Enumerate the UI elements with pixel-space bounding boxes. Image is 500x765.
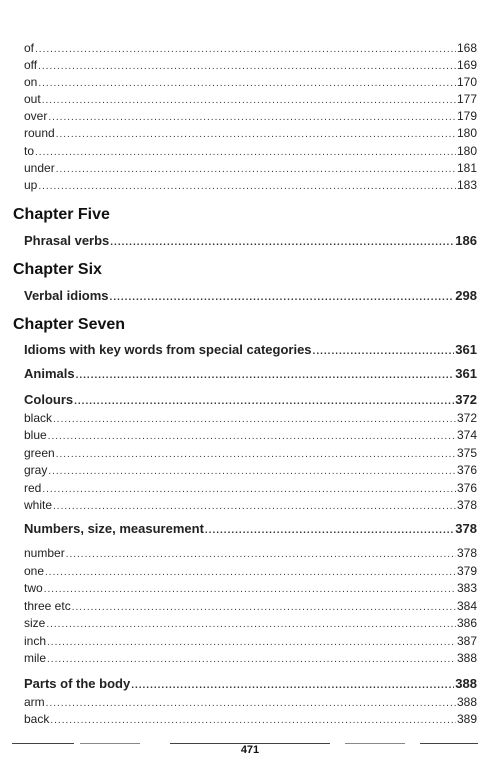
toc-entry-page: 186 — [455, 233, 477, 248]
toc-entry-label: mile — [24, 651, 47, 665]
toc-entry-page: 386 — [456, 616, 477, 630]
toc-entry-label: blue — [24, 428, 47, 442]
dot-leader — [45, 566, 456, 580]
toc-entry-page: 378 — [456, 498, 477, 512]
toc-entry-black — [24, 411, 477, 427]
toc-entry-label: Phrasal verbs — [24, 233, 110, 248]
dot-leader — [53, 500, 456, 514]
dot-leader — [38, 77, 456, 91]
toc-entry-label: of — [24, 41, 35, 55]
page-number: 471 — [240, 744, 260, 756]
toc-entry-label: Animals — [24, 366, 75, 381]
toc-entry-page: 169 — [456, 58, 477, 72]
toc-entry-label: over — [24, 109, 48, 123]
chapter-six-heading: Chapter Six — [13, 261, 102, 278]
toc-entry-out — [24, 92, 477, 108]
toc-entry-on — [24, 75, 477, 91]
toc-entry-page: 378 — [455, 521, 477, 536]
toc-entry-page: 183 — [456, 178, 477, 192]
toc-entry-label: red — [24, 481, 42, 495]
toc-entry-label: size — [24, 616, 46, 630]
toc-entry-three-etc — [24, 599, 477, 615]
dot-leader — [56, 128, 456, 142]
toc-entry-size — [24, 616, 477, 632]
dot-leader — [53, 413, 456, 427]
dot-leader — [74, 395, 454, 409]
toc-entry-page: 384 — [456, 599, 477, 613]
dot-leader — [47, 653, 456, 667]
toc-entry-back — [24, 712, 477, 728]
toc-entry-page: 372 — [456, 411, 477, 425]
toc-entry-page: 388 — [456, 695, 477, 709]
dot-leader — [313, 345, 455, 359]
dot-leader — [35, 146, 456, 160]
dot-leader — [46, 618, 456, 632]
toc-entry-round — [24, 126, 477, 142]
toc-entry-label: Idioms with key words from special categories — [24, 342, 312, 357]
toc-entry-page: 376 — [456, 463, 477, 477]
toc-entry-page: 179 — [456, 109, 477, 123]
dot-leader — [38, 60, 456, 74]
toc-entry-special-categories — [24, 343, 477, 359]
toc-entry-parts-of-the-body — [24, 677, 477, 693]
chapter-seven-heading: Chapter Seven — [13, 316, 126, 333]
toc-entry-label: arm — [24, 695, 45, 709]
toc-entry-label: Colours — [24, 392, 74, 407]
toc-entry-page: 383 — [456, 581, 477, 595]
toc-entry-label: Parts of the body — [24, 676, 131, 691]
toc-entry-page: 379 — [456, 564, 477, 578]
dot-leader — [47, 636, 456, 650]
toc-entry-page: 378 — [456, 546, 477, 560]
toc-entry-label: up — [24, 178, 38, 192]
dot-leader — [38, 180, 456, 194]
dot-leader — [56, 163, 456, 177]
toc-entry-page: 361 — [455, 366, 477, 381]
toc-entry-page: 388 — [455, 676, 477, 691]
toc-entry-page: 372 — [455, 392, 477, 407]
dot-leader — [66, 548, 456, 562]
dot-leader — [35, 43, 456, 57]
toc-entry-page: 181 — [456, 161, 477, 175]
dot-leader — [48, 111, 456, 125]
toc-entry-numbers-size-measurement — [24, 522, 477, 538]
toc-entry-blue — [24, 428, 477, 444]
toc-entry-label: out — [24, 92, 41, 106]
dot-leader — [131, 679, 454, 693]
toc-entry-label: round — [24, 126, 55, 140]
dot-leader — [110, 236, 454, 250]
toc-entry-label: two — [24, 581, 43, 595]
toc-entry-off — [24, 58, 477, 74]
toc-entry-page: 180 — [456, 126, 477, 140]
toc-entry-page: 170 — [456, 75, 477, 89]
toc-entry-page: 177 — [456, 92, 477, 106]
toc-entry-animals — [24, 367, 477, 383]
toc-entry-one — [24, 564, 477, 580]
toc-entry-white — [24, 498, 477, 514]
toc-entry-gray — [24, 463, 477, 479]
toc-entry-page: 298 — [455, 288, 477, 303]
dot-leader — [48, 465, 456, 479]
toc-entry-label: number — [24, 546, 65, 560]
toc-entry-label: black — [24, 411, 53, 425]
toc-entry-label: Verbal idioms — [24, 288, 109, 303]
toc-entry-page: 374 — [456, 428, 477, 442]
toc-entry-colours — [24, 393, 477, 409]
toc-entry-inch — [24, 634, 477, 650]
toc-entry-page: 375 — [456, 446, 477, 460]
toc-entry-page: 361 — [455, 342, 477, 357]
dot-leader — [110, 291, 455, 305]
toc-entry-arm — [24, 695, 477, 711]
dot-leader — [56, 448, 456, 462]
dot-leader — [50, 714, 456, 728]
toc-entry-page: 387 — [456, 634, 477, 648]
dot-leader — [72, 601, 456, 615]
toc-entry-page: 168 — [456, 41, 477, 55]
toc-entry-page: 376 — [456, 481, 477, 495]
toc-entry-verbal-idioms — [24, 289, 477, 305]
toc-entry-page: 388 — [456, 651, 477, 665]
dot-leader — [48, 430, 456, 444]
toc-entry-under — [24, 161, 477, 177]
dot-leader — [76, 369, 455, 383]
toc-entry-label: Numbers, size, measurement — [24, 521, 204, 536]
toc-entry-over — [24, 109, 477, 125]
toc-entry-up — [24, 178, 477, 194]
toc-entry-label: gray — [24, 463, 48, 477]
toc-entry-page: 389 — [456, 712, 477, 726]
toc-entry-label: inch — [24, 634, 47, 648]
toc-entry-red — [24, 481, 477, 497]
dot-leader — [42, 94, 456, 108]
toc-entry-label: three etc — [24, 599, 71, 613]
chapter-five-heading: Chapter Five — [13, 206, 110, 223]
dot-leader — [44, 583, 456, 597]
toc-entry-label: on — [24, 75, 38, 89]
dot-leader — [42, 483, 456, 497]
toc-entry-label: white — [24, 498, 53, 512]
toc-entry-label: one — [24, 564, 45, 578]
toc-entry-label: off — [24, 58, 38, 72]
toc-entry-two — [24, 581, 477, 597]
toc-entry-to — [24, 144, 477, 160]
toc-entry-label: green — [24, 446, 55, 460]
toc-entry-label: back — [24, 712, 50, 726]
toc-entry-mile — [24, 651, 477, 667]
toc-entry-phrasal-verbs — [24, 234, 477, 250]
toc-entry-of — [24, 41, 477, 57]
toc-entry-number — [24, 546, 477, 562]
toc-entry-green — [24, 446, 477, 462]
dot-leader — [46, 697, 456, 711]
dot-leader — [205, 524, 454, 538]
toc-entry-label: to — [24, 144, 35, 158]
toc-entry-label: under — [24, 161, 55, 175]
toc-entry-page: 180 — [456, 144, 477, 158]
